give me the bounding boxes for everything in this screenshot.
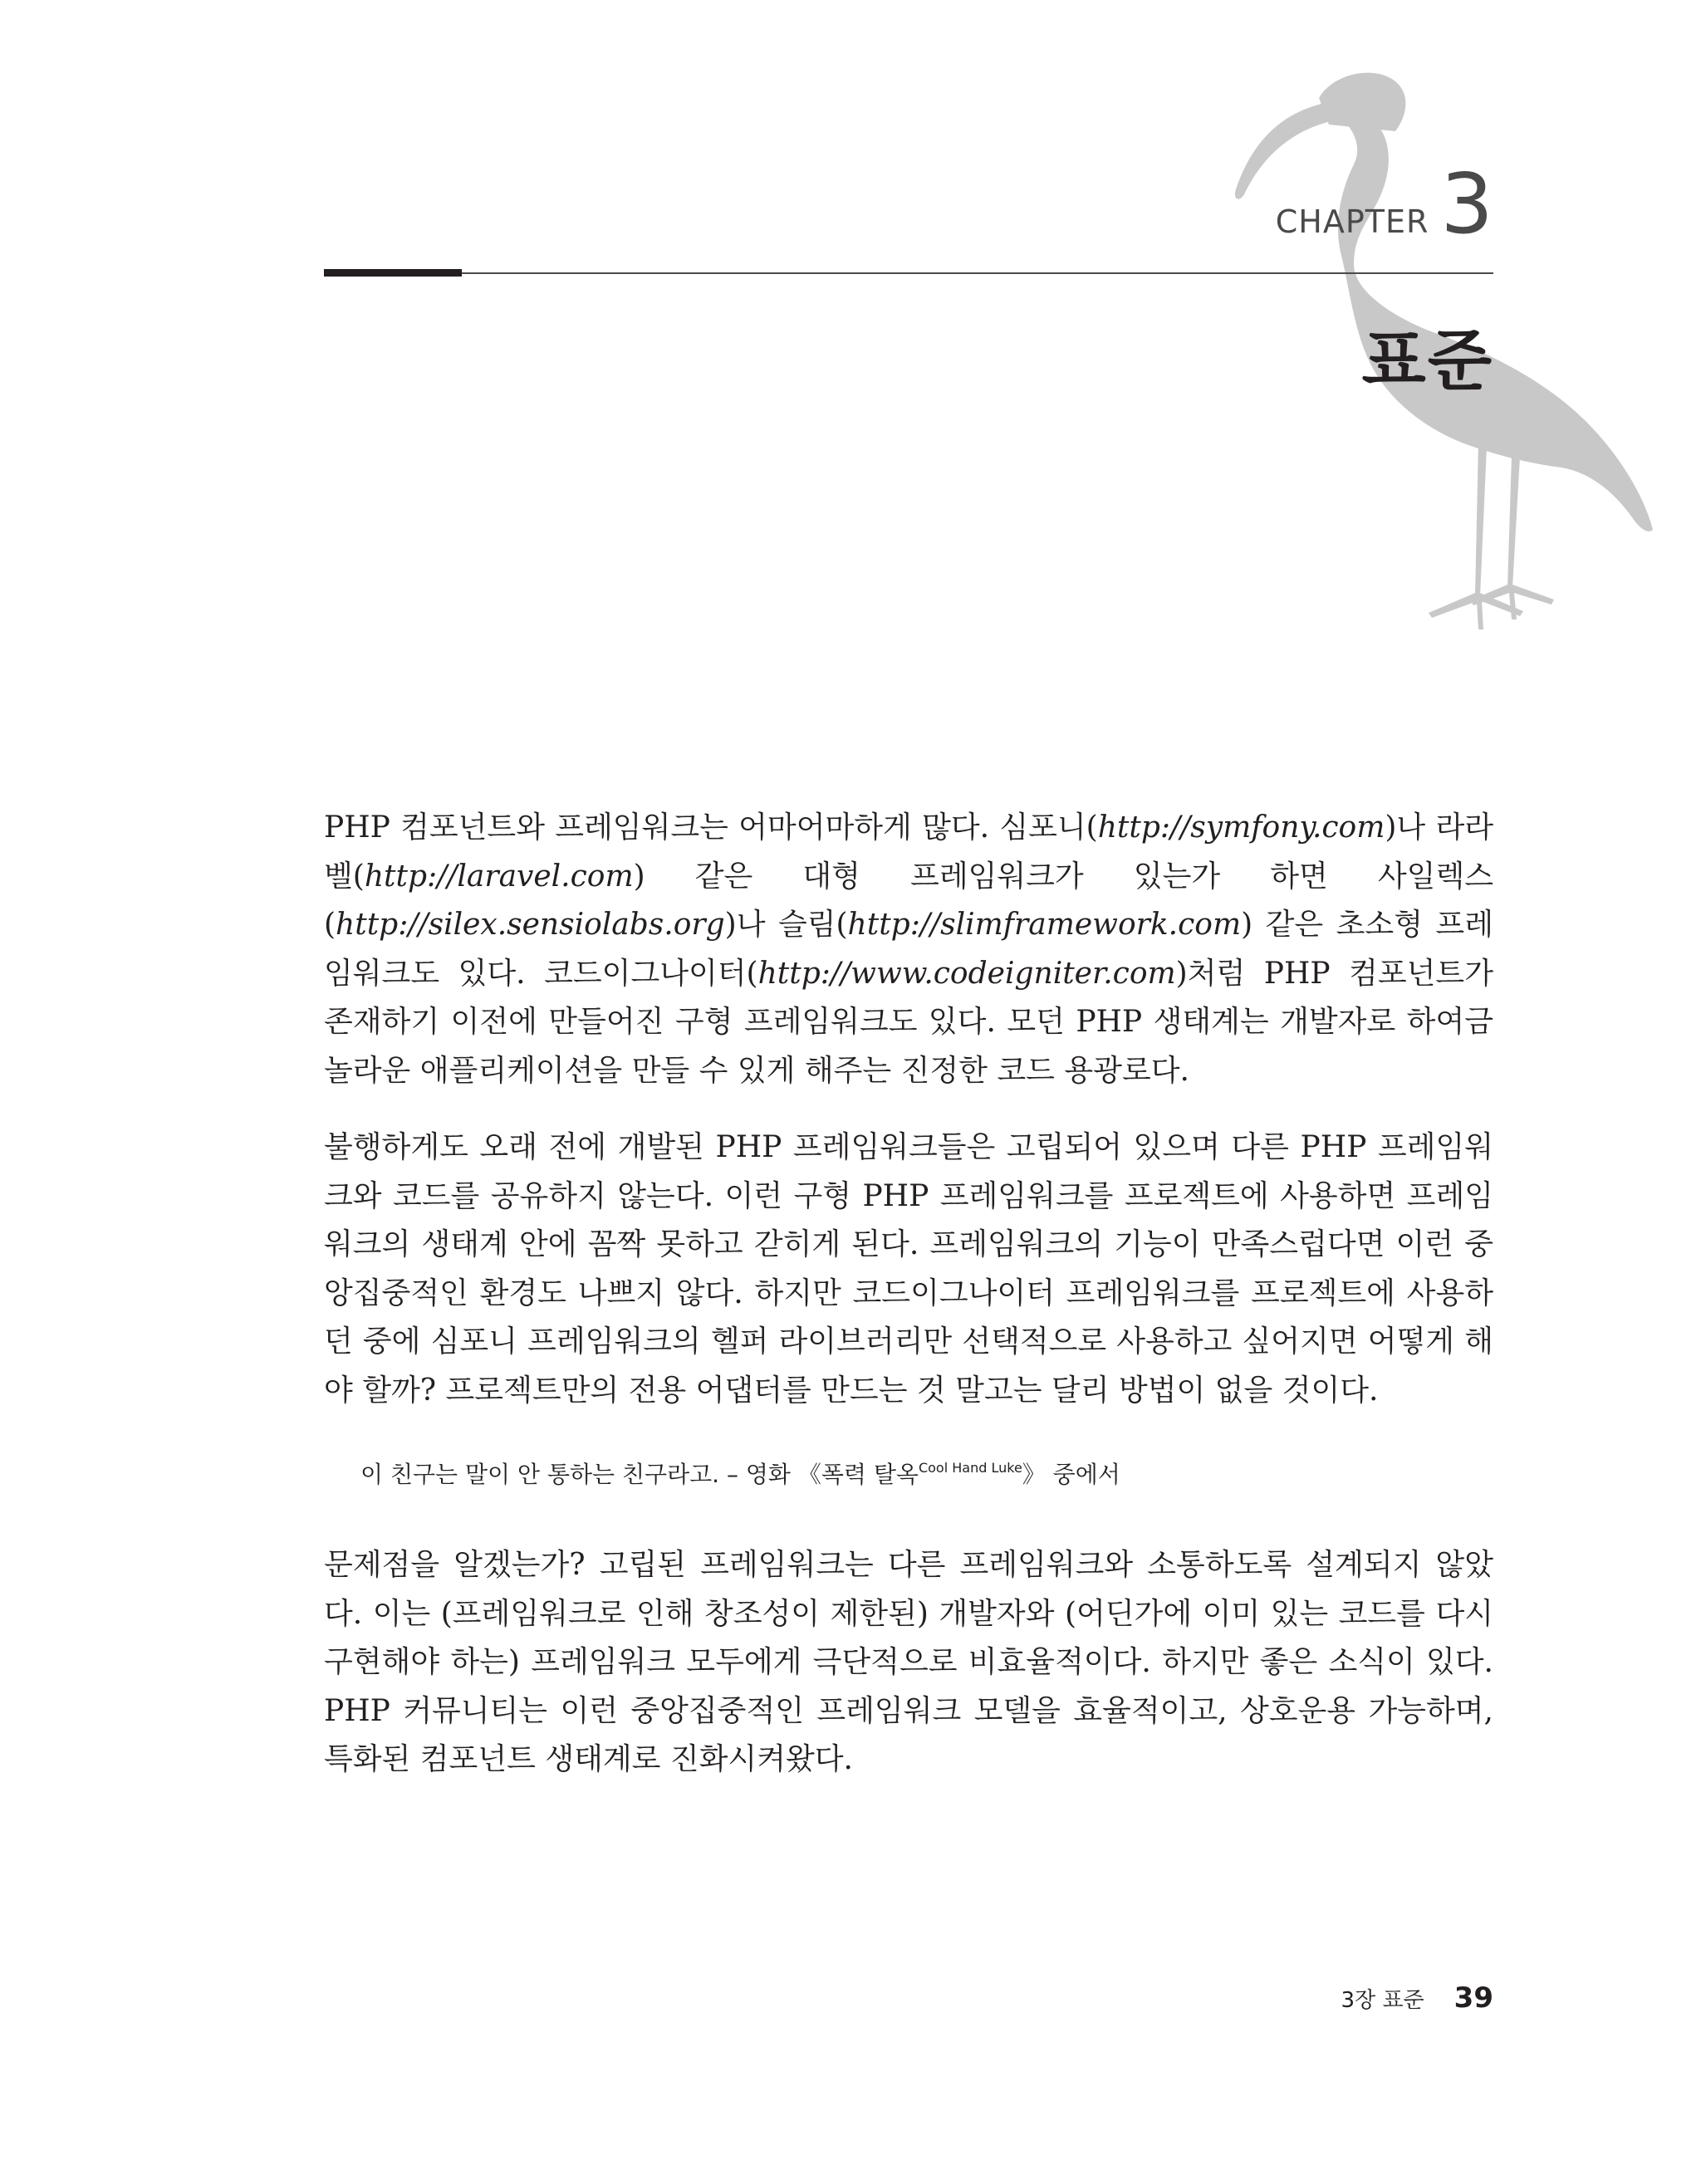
- chapter-label: [1275, 155, 1493, 252]
- text-run: )처럼 PHP 컴포넌트가 존재하기 이전에 만들어진 구형 프레임워크도 있다. 모던 PHP 생태계는 개발자로 하여금 놀라운 애플리케이션을 만들 수 있게 해주는 진정한 코드 용광로다.: [324, 956, 1493, 1088]
- url-link-text: http://laravel.com: [364, 859, 634, 894]
- quote-original-title: Cool Hand Luke: [918, 1460, 1022, 1476]
- text-run: PHP 컴포넌트와 프레임워크는 어마어마하게 많다. 심포니(: [324, 810, 1098, 845]
- url-link-text: http://slimframework.com: [847, 908, 1242, 942]
- page-footer: [1341, 1981, 1493, 2015]
- text-run: ) 같은 대형 프레임워크가 있는가 하면 사일렉스(: [324, 859, 1493, 942]
- paragraph-2: [324, 1124, 1493, 1415]
- chapter-title: 표준: [1361, 322, 1493, 399]
- text-run: )나 슬림(: [724, 908, 848, 942]
- chapter-word: CHAPTER: [1275, 203, 1429, 240]
- quote-text: 이 친구는 말이 안 통하는 친구라고. – 영화 《폭력 탈옥: [360, 1461, 919, 1488]
- quote-suffix: 》 중에서: [1022, 1461, 1120, 1488]
- footer-chapter-label: 3장 표준: [1341, 1988, 1424, 2013]
- page-number: 39: [1453, 1981, 1493, 2015]
- text-run: )나 라라벨(: [324, 810, 1493, 894]
- text-run: 불행하게도 오래 전에 개발된 PHP 프레임워크들은 고립되어 있으며 다른 PHP 프레임워크와 코드를 공유하지 않는다. 이런 구형 PHP 프레임워크를 프로젝트에 사용하면 프레임워크의 생태계 안에 꼼짝 못하고 갇히게 된다. 프레임워크의 기능이 만족스럽다면 이런 중앙집중적인 환경도 나쁘지 않다. 하지만 코드이그나이터 프레임워크를 프로젝트에 사용하던 중에 심포니 프레임워크의 헬퍼 라이브러리만 선택적으로 사용하고 싶어지면 어떻게 해야 할까? 프로젝트만의 전용 어댑터를 만드는 것 말고는 달리 방법이 없을 것이다.: [324, 1130, 1493, 1408]
- header-rule-accent: [324, 269, 462, 277]
- epigraph-quote: [360, 1452, 1493, 1491]
- chapter-number: 3: [1440, 155, 1493, 252]
- paragraph-1: [324, 804, 1493, 1095]
- url-link-text: http://www.codeigniter.com: [757, 956, 1176, 991]
- text-run: ) 같은 초소형 프레임워크도 있다. 코드이그나이터(: [324, 908, 1493, 991]
- url-link-text: http://symfony.com: [1097, 810, 1385, 845]
- url-link-text: http://silex.sensiolabs.org: [336, 908, 725, 942]
- paragraph-3: 문제점을 알겠는가? 고립된 프레임워크는 다른 프레임워크와 소통하도록 설계되지 않았다. 이는 (프레임워크로 인해 창조성이 제한된) 개발자와 (어딘가에 이미 있는 코드를 다시 구현해야 하는) 프레임워크 모두에게 극단적으로 비효율적이다. 하지만 좋은 소식이 있다. PHP 커뮤니티는 이런 중앙집중적인 프레임워크 모델을 효율적이고, 상호운용 가능하며, 특화된 컴포넌트 생태계로 진화시켜왔다.: [324, 1548, 1493, 1776]
- body-text: [324, 804, 1493, 1785]
- header-rule: [324, 272, 1493, 274]
